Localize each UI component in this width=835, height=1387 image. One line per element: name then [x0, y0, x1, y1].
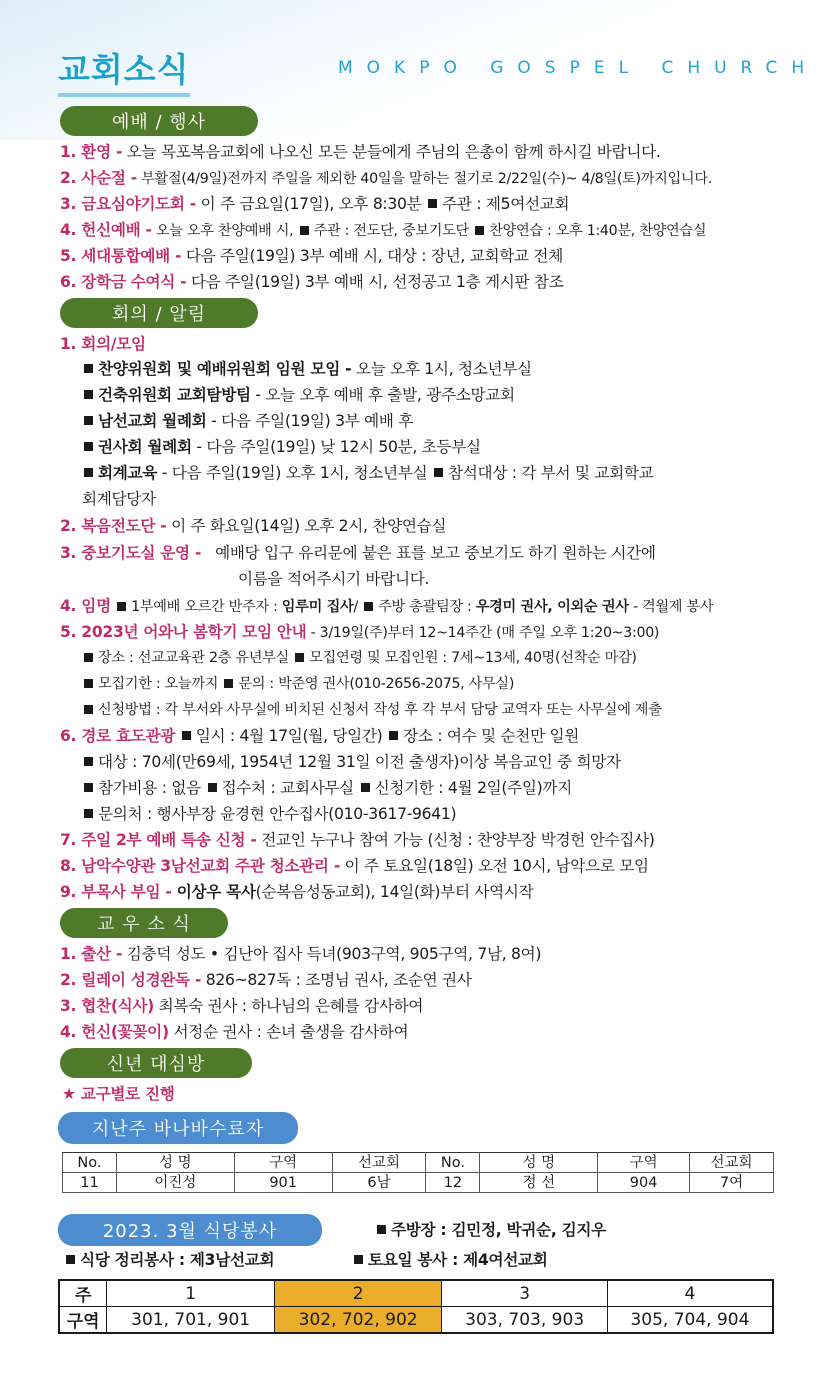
worship-item-3: 3. 금요심야기도회 - 이 주 금요일(17일), 오후 8:30분 주관 : 제5여선교회	[60, 195, 570, 213]
week-cell: 1	[107, 1280, 275, 1307]
bullet-square-icon	[66, 1255, 75, 1264]
table-row	[59, 1307, 773, 1334]
meeting-item-1c: 남선교회 월례회 - 다음 주일(19일) 3부 예배 후	[82, 409, 413, 433]
table-header-cell: 성 명	[480, 1153, 598, 1173]
bullet-square-icon	[84, 679, 93, 688]
meeting-item-7: 7. 주일 2부 예배 특송 신청 - 전교인 누구나 참여 가능 (신청 : 찬양부장 박경헌 안수집사)	[60, 831, 655, 849]
table-header-cell: 구역	[598, 1153, 690, 1173]
bullet-square-icon	[84, 442, 93, 451]
week-cell: 4	[607, 1280, 773, 1307]
meeting-item-5a: 장소 : 선교교육관 2층 유년부실 모집연령 및 모집인원 : 7세~13세, 40명(선착순 마감)	[82, 646, 637, 670]
table-header-cell: No.	[426, 1153, 480, 1173]
table-row	[59, 1280, 773, 1307]
meeting-item-6a: 대상 : 70세(만69세, 1954년 12월 31일 이전 출생자)이상 복음교인 중 희망자	[82, 750, 621, 774]
bullet-square-icon	[117, 602, 126, 611]
visit-note: ★ 교구별로 진행	[62, 1085, 175, 1103]
area-label: 구역	[59, 1307, 107, 1334]
page-title: 교회소식	[58, 44, 190, 91]
section-news: 교 우 소 식	[60, 908, 228, 938]
meeting-item-9: 9. 부목사 부임 - 이상우 목사(순복음성동교회), 14일(화)부터 사역시작	[60, 883, 534, 901]
worship-item-1: 1. 환영 - 오늘 목포복음교회에 나오신 모든 분들에게 주님의 은총이 함께 하시길 바랍니다.	[60, 143, 661, 161]
meeting-item-8: 8. 남악수양관 3남선교회 주관 청소관리 - 이 주 토요일(18일) 오전 10시, 남악으로 모임	[60, 857, 649, 875]
table-cell: 12	[426, 1173, 480, 1193]
bullet-square-icon	[208, 783, 217, 792]
bullet-square-icon	[295, 653, 304, 662]
table-row	[63, 1173, 774, 1193]
meeting-item-2: 2. 복음전도단 - 이 주 화요일(14일) 오후 2시, 찬양연습실	[60, 517, 447, 535]
cafeteria-table	[58, 1279, 774, 1334]
table-cell: 6남	[332, 1173, 426, 1193]
bullet-square-icon	[84, 809, 93, 818]
bullet-square-icon	[84, 705, 93, 714]
worship-item-2: 2. 사순절 - 부활절(4/9일)전까지 주일을 제외한 40일을 말하는 절기로 2/22일(수)~ 4/8일(토)까지입니다.	[60, 169, 712, 187]
bullet-square-icon	[389, 731, 398, 740]
bullet-square-icon	[377, 1225, 386, 1234]
table-cell: 정 선	[480, 1173, 598, 1193]
bullet-square-icon	[84, 468, 93, 477]
page-subtitle: MOKPO GOSPEL CHURCH	[338, 58, 819, 78]
meeting-item-1d: 권사회 월례회 - 다음 주일(19일) 낮 12시 50분, 초등부실	[82, 435, 481, 459]
bullet-square-icon	[428, 199, 437, 208]
bullet-square-icon	[364, 602, 373, 611]
cafeteria-kitchen: 주방장 : 김민정, 박귀순, 김지우	[375, 1218, 606, 1242]
meeting-item-5b: 모집기한 : 오늘까지 문의 : 박준영 권사(010-2656-2075, 사무실)	[82, 672, 514, 696]
bullet-square-icon	[84, 783, 93, 792]
table-header-cell: 선교회	[332, 1153, 426, 1173]
worship-item-4: 4. 헌신예배 - 오늘 오후 찬양예배 시, 주관 : 전도단, 중보기도단 찬양연습 : 오후 1:40분, 찬양연습실	[60, 221, 707, 239]
section-banana: 지난주 바나바수료자	[58, 1112, 298, 1144]
news-item-4: 4. 헌신(꽃꽂이) 서정순 권사 : 손녀 출생을 감사하여	[60, 1023, 409, 1041]
bullet-square-icon	[84, 757, 93, 766]
meeting-item-5: 5. 2023년 어와나 봄학기 모임 안내 - 3/19일(주)부터 12~14주간 (매 주일 오후 1:20~3:00)	[60, 623, 660, 641]
news-item-3: 3. 협찬(식사) 최복숙 권사 : 하나님의 은혜를 감사하여	[60, 997, 424, 1015]
meeting-item-4: 4. 임명 1부예배 오르간 반주자 : 임루미 집사/ 주방 총괄팀장 : 우경미 권사, 이외순 권사 - 격월제 봉사	[60, 597, 714, 615]
meeting-item-1b: 건축위원회 교회탐방팀 - 오늘 오후 예배 후 출발, 광주소망교회	[82, 383, 515, 407]
section-worship: 예배 / 행사	[60, 106, 258, 136]
week-cell-current: 2	[274, 1280, 442, 1307]
table-cell: 11	[63, 1173, 117, 1193]
worship-item-6: 6. 장학금 수여식 - 다음 주일(19일) 3부 예배 시, 선정공고 1층 게시판 참조	[60, 273, 564, 291]
area-cell: 305, 704, 904	[607, 1307, 773, 1334]
meeting-item-1e: 회계교육 - 다음 주일(19일) 오후 1시, 청소년부실 참석대상 : 각 부서 및 교회학교	[82, 461, 653, 485]
meeting-item-1: 1. 회의/모임	[60, 335, 146, 353]
meeting-item-5c: 신청방법 : 각 부서와 사무실에 비치된 신청서 작성 후 각 부서 담당 교역자 또는 사무실에 제출	[82, 698, 662, 722]
bullet-square-icon	[475, 226, 484, 235]
table-cell: 7여	[690, 1173, 774, 1193]
news-item-1: 1. 출산 - 김충덕 성도 • 김난아 집사 득녀(903구역, 905구역, 7남, 8여)	[60, 945, 542, 963]
banana-table	[62, 1152, 774, 1193]
bullet-square-icon	[361, 783, 370, 792]
table-header-cell: 선교회	[690, 1153, 774, 1173]
area-cell: 301, 701, 901	[107, 1307, 275, 1334]
meeting-item-6b: 참가비용 : 없음 접수처 : 교회사무실 신청기한 : 4월 2일(주일)까지	[82, 776, 572, 800]
table-header-cell: 성 명	[116, 1153, 234, 1173]
bullet-square-icon	[300, 226, 309, 235]
meeting-item-3-cont: 이름을 적어주시기 바랍니다.	[238, 570, 430, 588]
meeting-item-6: 6. 경로 효도관광 일시 : 4월 17일(월, 당일간) 장소 : 여수 및 순천만 일원	[60, 727, 580, 745]
table-cell: 901	[234, 1173, 332, 1193]
bullet-square-icon	[224, 679, 233, 688]
cafeteria-cleanup: 식당 정리봉사 : 제3남선교회	[64, 1248, 274, 1272]
table-header-cell: No.	[63, 1153, 117, 1173]
week-label: 주	[59, 1280, 107, 1307]
table-header-cell: 구역	[234, 1153, 332, 1173]
bullet-square-icon	[84, 653, 93, 662]
area-cell-current: 302, 702, 902	[274, 1307, 442, 1334]
meeting-item-3: 3. 중보기도실 운영 - 예배당 입구 유리문에 붙은 표를 보고 중보기도 하기 원하는 시간에	[60, 544, 656, 562]
section-meeting: 회의 / 알림	[60, 298, 258, 328]
news-item-2: 2. 릴레이 성경완독 - 826~827독 : 조명님 권사, 조순연 권사	[60, 971, 472, 989]
bullet-square-icon	[84, 416, 93, 425]
section-cafeteria: 2023. 3월 식당봉사	[58, 1214, 322, 1246]
bullet-square-icon	[84, 364, 93, 373]
meeting-item-1e-cont: 회계담당자	[82, 490, 156, 508]
table-cell: 904	[598, 1173, 690, 1193]
bullet-square-icon	[84, 390, 93, 399]
section-visit: 신년 대심방	[60, 1048, 252, 1078]
cafeteria-saturday: 토요일 봉사 : 제4여선교회	[352, 1248, 548, 1272]
meeting-item-6c: 문의처 : 행사부장 윤경현 안수집사(010-3617-9641)	[82, 802, 456, 826]
meeting-item-1a: 찬양위원회 및 예배위원회 임원 모임 - 오늘 오후 1시, 청소년부실	[82, 357, 532, 381]
week-cell: 3	[442, 1280, 608, 1307]
bullet-square-icon	[354, 1255, 363, 1264]
worship-item-5: 5. 세대통합예배 - 다음 주일(19일) 3부 예배 시, 대상 : 장년, 교회학교 전체	[60, 247, 563, 265]
bullet-square-icon	[182, 731, 191, 740]
area-cell: 303, 703, 903	[442, 1307, 608, 1334]
bullet-square-icon	[434, 468, 443, 477]
banana-table-header	[63, 1153, 774, 1173]
table-cell: 이진성	[116, 1173, 234, 1193]
